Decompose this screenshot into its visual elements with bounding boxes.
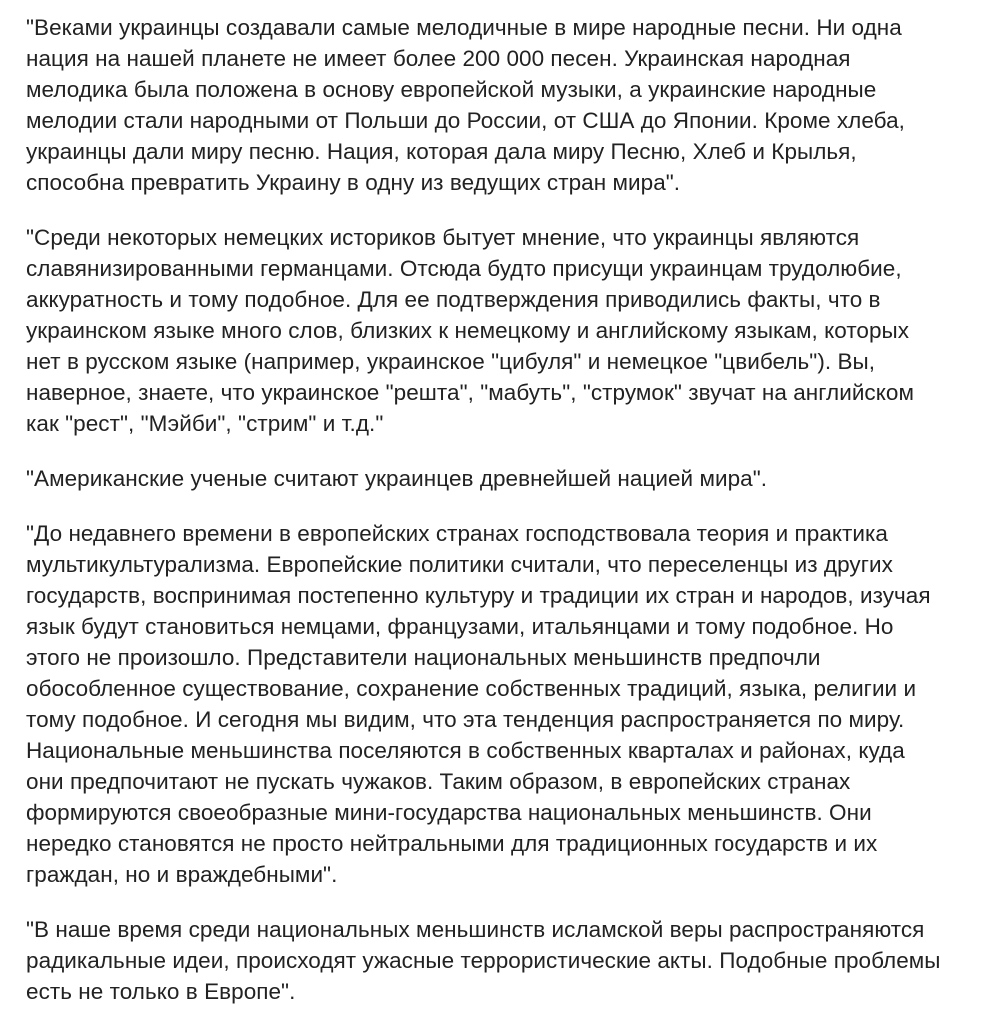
paragraph-radical-ideas-quote: "В наше время среди национальных меньшинств исламской веры распространяются радикальные идеи, происходят ужасные террористические акты. Подобные проблемы есть не только в Европе".	[26, 917, 941, 1004]
document-body	[26, 12, 986, 1007]
paragraph-multiculturalism-quote: "До недавнего времени в европейских странах господствовала теория и практика мультикультурализма. Европейские политики считали, что переселенцы из других государств, воспринимая постепенно культуру и традиции их стран и народов, изучая язык будут становиться немцами, французами, итальянцами и тому подобное. Но этого не произошло. Представители национальных меньшинств предпочли обособленное существование, сохранение собственных традиций, языка, религии и тому подобное. И сегодня мы видим, что эта тенденция распространяется по миру. Национальные меньшинства поселяются в собственных кварталах и районах, куда они предпочитают не пускать чужаков. Таким образом, в европейских странах формируются своеобразные мини-государства национальных меньшинств. Они нередко становятся не просто нейтральными для традиционных государств и их граждан, но и враждебными".	[26, 521, 931, 887]
paragraph-american-scientists-quote: "Американские ученые считают украинцев древнейшей нацией мира".	[26, 466, 768, 491]
paragraph-german-historians-quote: "Среди некоторых немецких историков бытует мнение, что украинцы являются славянизированными германцами. Отсюда будто присущи украинцам трудолюбие, аккуратность и тому подобное. Для ее подтверждения приводились факты, что в украинском языке много слов, близких к немецкому и английскому языкам, которых нет в русском языке (например, украинское "цибуля" и немецкое "цвибель"). Вы, наверное, знаете, что украинское "решта", "мабуть", "струмок" звучат на английском как "рест", "Мэйби", "стрим" и т.д."	[26, 225, 914, 436]
paragraph-songs-quote: "Веками украинцы создавали самые мелодичные в мире народные песни. Ни одна нация на нашей планете не имеет более 200 000 песен. Украинская народная мелодика была положена в основу европейской музыки, а украинские народные мелодии стали народными от Польши до России, от США до Японии. Кроме хлеба, украинцы дали миру песню. Нация, которая дала миру Песню, Хлеб и Крылья, способна превратить Украину в одну из ведущих стран мира".	[26, 15, 905, 195]
